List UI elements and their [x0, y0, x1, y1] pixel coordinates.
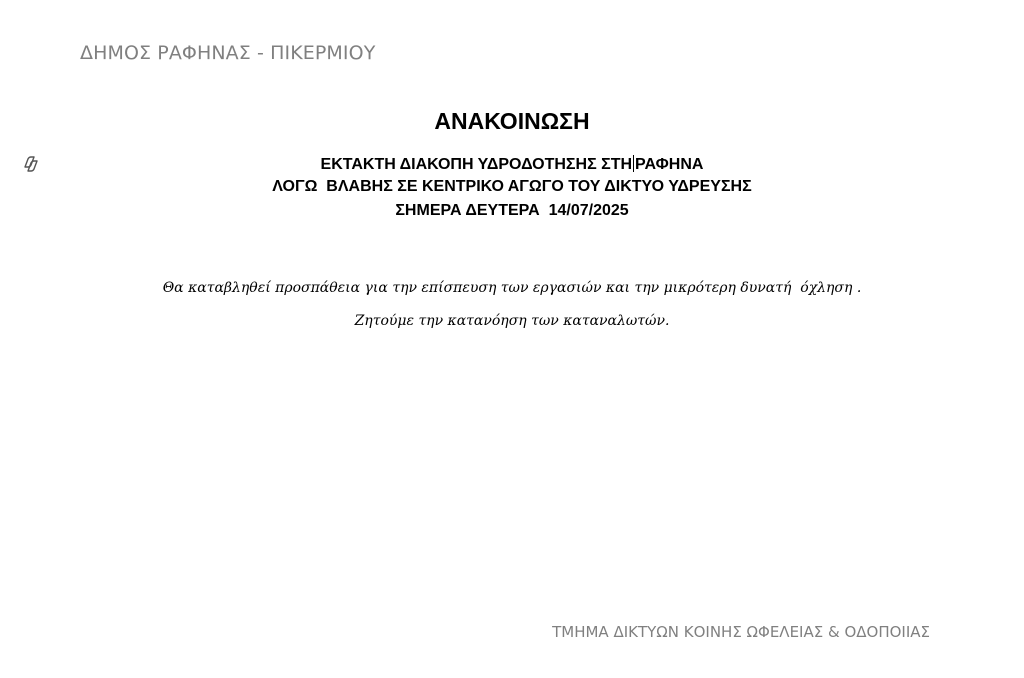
document-title: ΑΝΑΚΟΙΝΩΣΗ	[434, 108, 590, 134]
department-footer: ΤΜΗΜΑ ΔΙΚΤΥΩΝ ΚΟΙΝΗΣ ΩΦΕΛΕΙΑΣ & ΟΔΟΠΟΙΙΑΣ	[552, 623, 930, 641]
body-paragraph-line-1: Θα καταβληθεί προσπάθεια για την επίσπευση των εργασιών και την μικρότερη δυνατή όχληση .	[162, 280, 862, 296]
subheading-line-2: ΛΟΓΩ ΒΛΑΒΗΣ ΣΕ ΚΕΝΤΡΙΚΟ ΑΓΩΓΟ ΤΟΥ ΔΙΚΤΥΟ ΥΔΡΕΥΣΗΣ	[272, 178, 752, 195]
text-cursor	[633, 155, 634, 172]
subheading-line-3: ΣΗΜΕΡΑ ΔΕΥΤΕΡΑ 14/07/2025	[395, 202, 629, 219]
body-paragraph-line-2: Ζητούμε την κατανόηση των καταναλωτών.	[354, 313, 670, 329]
subheading-line-1	[0, 155, 1024, 174]
subheading-line-1-end: ΡΑΦΗΝΑ	[635, 156, 704, 173]
organization-header: ΔΗΜΟΣ ΡΑΦΗΝΑΣ - ΠΙΚΕΡΜΙΟΥ	[80, 42, 376, 64]
subheading-line-1-start: ΕΚΤΑΚΤΗ ΔΙΑΚΟΠΗ ΥΔΡΟΔΟΤΗΣΗΣ ΣΤΗ	[320, 156, 633, 173]
